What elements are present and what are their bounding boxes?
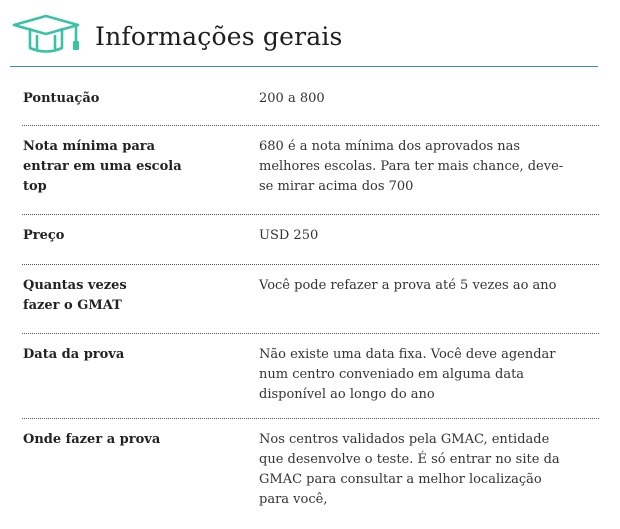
info-table [22,78,599,529]
page-title: Informações gerais [95,22,343,51]
row-value: Não existe uma data fixa. Você deve agendar num centro conveniado em alguma data disponível ao longo do ano [259,347,556,402]
row-value: 200 a 800 [259,91,325,106]
row-label: Data da prova [23,347,125,362]
row-value: USD 250 [259,228,319,243]
row-value: 680 é a nota mínima dos aprovados nas melhores escolas. Para ter mais chance, deve-se mirar acima dos 700 [259,139,564,194]
table-row [22,126,599,215]
table-row [22,215,599,265]
table-row [22,334,599,419]
graduation-cap-icon [10,14,84,58]
row-value: Nos centros validados pela GMAC, entidade que desenvolve o teste. É só entrar no site da GMAC para consultar a melhor localização para você, [259,432,560,507]
row-label: Quantas vezes fazer o GMAT [23,278,127,313]
table-row [22,419,599,529]
table-row [22,265,599,334]
row-label: Nota mínima para entrar em uma escola top [23,139,182,194]
table-row [22,78,599,126]
row-label: Pontuação [23,91,100,106]
row-label: Onde fazer a prova [23,432,161,447]
row-label: Preço [23,228,65,243]
section-header [10,8,598,67]
row-value: Você pode refazer a prova até 5 vezes ao ano [259,278,557,293]
